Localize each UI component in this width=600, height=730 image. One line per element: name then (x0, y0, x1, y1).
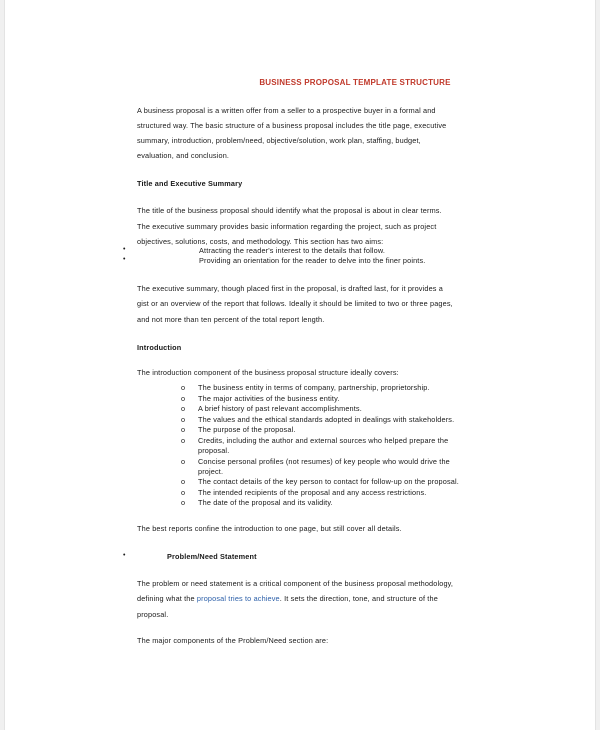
problem-components-lead: The major components of the Problem/Need section are: (137, 636, 329, 645)
problem-line: The problem or need statement is a critical component of the business proposal methodology, (137, 579, 454, 588)
introduction-item: Credits, including the author and external sources who helped prepare the (198, 436, 449, 445)
executive-bullet: Providing an orientation for the reader to delve into the finer points. (199, 256, 426, 265)
problem-line: proposal. (137, 610, 169, 619)
document-page (4, 0, 596, 730)
sub-bullet-icon: o (181, 488, 186, 497)
introduction-closing: The best reports confine the introduction to one page, but still cover all details. (137, 524, 402, 533)
introduction-item: The values and the ethical standards adopted in dealings with stakeholders. (198, 415, 455, 424)
executive-line: objectives, solutions, costs, and methodology. This section has two aims: (137, 237, 384, 246)
introduction-item: The major activities of the business entity. (198, 394, 340, 403)
introduction-item: proposal. (198, 446, 230, 455)
introduction-item: Concise personal profiles (not resumes) of key people who would drive the (198, 457, 450, 466)
introduction-lead: The introduction component of the business proposal structure ideally covers: (137, 368, 399, 377)
section-heading-introduction: Introduction (137, 343, 182, 352)
proposal-link[interactable]: proposal tries to achieve (196, 594, 280, 603)
introduction-item: The purpose of the proposal. (198, 425, 296, 434)
sub-bullet-icon: o (181, 383, 186, 392)
intro-line: evaluation, and conclusion. (137, 151, 230, 160)
problem-line-suffix: . It sets the direction, tone, and structure of the (279, 594, 438, 603)
sub-bullet-icon: o (181, 415, 186, 424)
bullet-icon: • (123, 246, 126, 253)
introduction-item: The date of the proposal and its validity. (198, 498, 333, 507)
sub-bullet-icon: o (181, 394, 186, 403)
intro-line: structured way. The basic structure of a business proposal includes the title page, executive (137, 121, 447, 130)
problem-line-prefix: defining what the (137, 594, 195, 603)
executive-line: gist or an overview of the report that follows. Ideally it should be limited to two or three pages, (137, 299, 453, 308)
sub-bullet-icon: o (181, 436, 186, 445)
introduction-item: The intended recipients of the proposal and any access restrictions. (198, 488, 427, 497)
document-title: BUSINESS PROPOSAL TEMPLATE STRUCTURE (259, 78, 451, 87)
introduction-item: The contact details of the key person to contact for follow-up on the proposal. (198, 477, 459, 486)
executive-line: The executive summary provides basic information regarding the project, such as project (137, 222, 437, 231)
intro-line: summary, introduction, problem/need, objective/solution, work plan, staffing, budget, (137, 136, 421, 145)
bullet-icon: • (123, 256, 126, 263)
problem-line (137, 594, 438, 603)
sub-bullet-icon: o (181, 404, 186, 413)
bullet-icon: • (123, 552, 126, 559)
executive-bullet: Attracting the reader's interest to the details that follow. (199, 246, 386, 255)
intro-line: A business proposal is a written offer from a seller to a prospective buyer in a formal and (137, 106, 436, 115)
sub-bullet-icon: o (181, 425, 186, 434)
executive-line: The title of the business proposal should identify what the proposal is about in clear terms. (137, 206, 442, 215)
introduction-item: project. (198, 467, 224, 476)
section-heading-problem: Problem/Need Statement (167, 552, 257, 561)
sub-bullet-icon: o (181, 498, 186, 507)
introduction-item: A brief history of past relevant accomplishments. (198, 404, 362, 413)
executive-line: and not more than ten percent of the total report length. (137, 315, 325, 324)
introduction-item: The business entity in terms of company, partnership, proprietorship. (198, 383, 430, 392)
section-heading-executive: Title and Executive Summary (137, 179, 243, 188)
sub-bullet-icon: o (181, 457, 186, 466)
executive-line: The executive summary, though placed first in the proposal, is drafted last, for it provides a (137, 284, 443, 293)
sub-bullet-icon: o (181, 477, 186, 486)
